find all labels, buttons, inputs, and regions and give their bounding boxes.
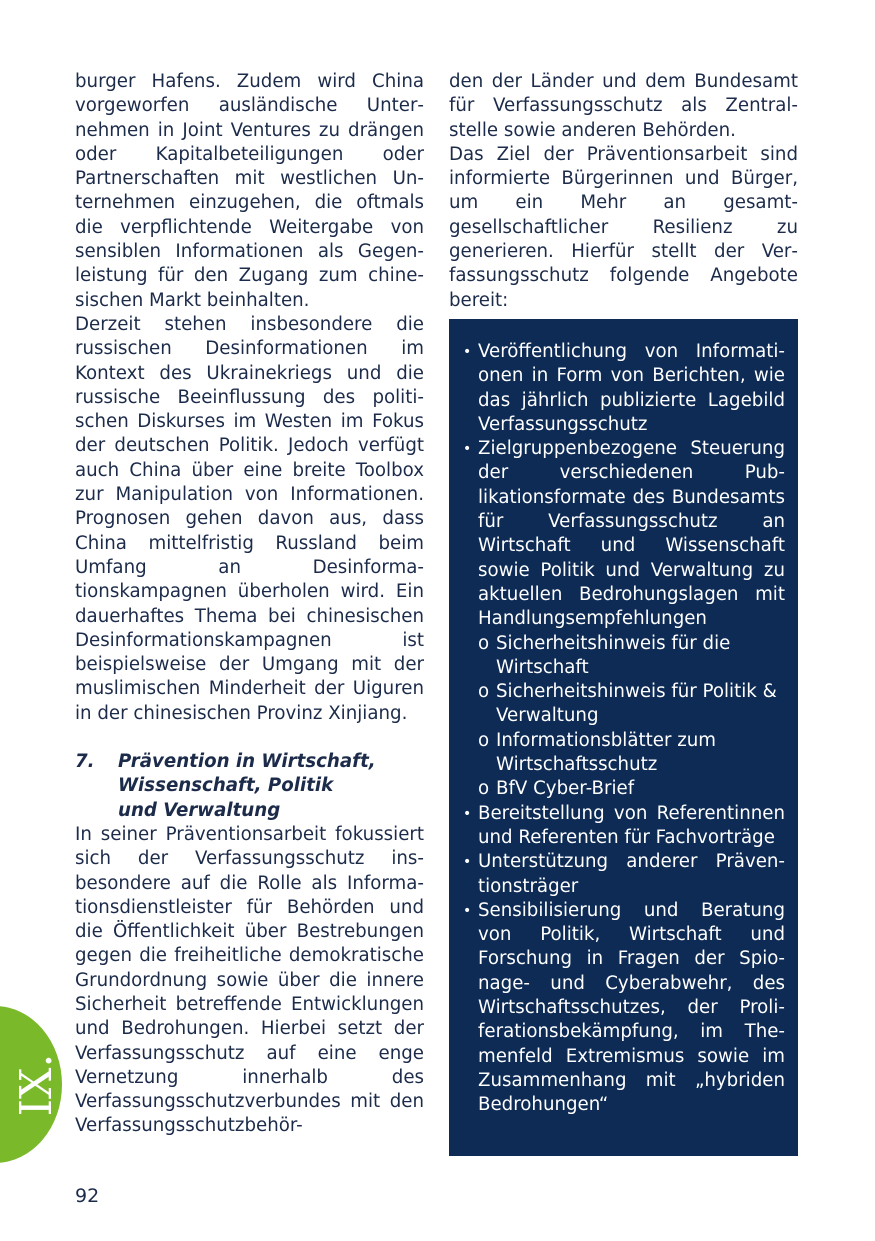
left-column (75, 70, 424, 1139)
paragraph: In seiner Präventionsarbeit fokussiert sich der Verfassungsschutz insbesondere auf die Rolle als Informationsdienstleister für Behörden und die Öffentlichkeit über Bestrebungen gegen die freiheitliche demokratische Grundordnung sowie über die innere Sicherheit betreffende Entwicklungen und Bedrohungen. Hierbei setzt der Verfassungsschutz auf eine enge Vernetzung innerhalb des Verfassungsschutzverbundes mit den Verfassungsschutzbehör- (75, 823, 424, 1137)
right-column (449, 70, 798, 313)
sub-bullet: o (478, 729, 490, 751)
page-number: 92 (75, 1185, 100, 1207)
list-item: • Unterstützung anderer Präventionsträger (462, 850, 785, 899)
section-heading (75, 750, 424, 823)
section-title (118, 750, 376, 823)
list-item: • Veröffentlichung von Informationen in Form von Berichten, wie das jährlich publizierte Lagebild Verfassungsschutz (462, 340, 785, 437)
list-item: • Zielgruppenbezogene Steuerung der verschiedenen Publikationsformate des Bundesamts für Verfassungsschutz an Wirtschaft und Wissenschaft sowie Politik und Verwaltung zu aktuellen Bedrohungslagen mit Handlungsempfehlungen (462, 437, 785, 631)
sub-list-item: o Informationsblätter zum Wirtschaftsschutz (478, 729, 716, 776)
paragraph: den der Länder und dem Bundesamt für Verfassungsschutz als Zentralstelle sowie anderen Behörden. (449, 71, 798, 141)
sub-list-item: o BfV Cyber-Brief (462, 777, 785, 801)
offers-list (462, 340, 785, 1118)
section-title-line: und Verwaltung (118, 799, 281, 821)
paragraph: Derzeit stehen insbesondere die russischen Desinformationen im Kontext des Ukrainekriegs und die russische Beeinflussung des politischen Diskurses im Westen im Fokus der deutschen Politik. Jedoch verfügt auch China über eine breite Toolbox zur Manipulation von Informationen. Prognosen gehen davon aus, dass China mittelfristig Russland beim Umfang an Desinformationskampagnen überholen wird. Ein dauerhaftes Thema bei chinesischen Desinformationskampagnen ist beispielsweise der Umgang mit der muslimischen Minderheit der Uiguren in der chinesischen Provinz Xinjiang. (75, 313, 424, 724)
paragraph: burger Hafens. Zudem wird China vorgeworfen ausländische Unternehmen in Joint Ventures zu drängen oder Kapitalbeteiligungen oder Partnerschaften mit westlichen Unternehmen einzugehen, die oftmals die verpflichtende Weitergabe von sensiblen Informationen als Gegenleistung für den Zugang zum chinesischen Markt beinhalten. (75, 71, 424, 311)
section-title-line: Prävention in Wirtschaft, (118, 751, 376, 773)
sub-list-item: o Sicherheitshinweis für die Wirtschaft (478, 632, 731, 678)
sub-bullet: o (478, 778, 490, 800)
list-item: • Bereitstellung von Referentinnen und Referenten für Fachvorträge (462, 802, 785, 851)
section-number: 7. (75, 751, 95, 773)
paragraph: Das Ziel der Präventionsarbeit sind informierte Bürgerinnen und Bürger, um ein Mehr an gesamtgesellschaftlicher Resilienz zu generieren. Hierfür stellt der Verfassungsschutz folgende Angebote bereit: (449, 143, 798, 311)
list-item: • Sensibilisierung und Beratung von Politik, Wirtschaft und Forschung in Fragen der Spionage- und Cyberabwehr, des Wirtschaftsschutzes, der Proliferationsbekämpfung, im Themenfeld Extremismus sowie im Zusammenhang mit „hybriden Bedrohungen“ (462, 899, 785, 1118)
sub-bullet: o (478, 681, 490, 703)
sub-list-item: o Sicherheitshinweis für Politik & Verwaltung (478, 681, 777, 727)
chapter-label: IX. (10, 1053, 62, 1117)
section-title-line: Wissenschaft, Politik (118, 775, 334, 797)
offers-box (449, 319, 798, 1156)
sub-bullet: o (478, 632, 490, 654)
